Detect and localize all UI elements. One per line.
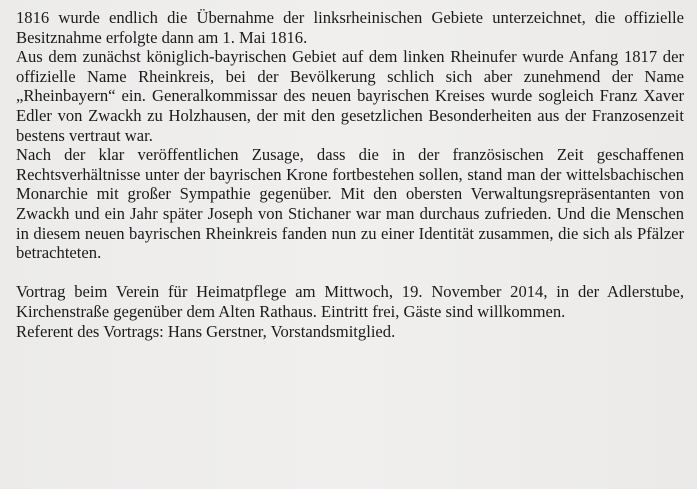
paragraph-spacer (16, 263, 684, 283)
article-text (16, 8, 684, 341)
speaker-credit: Referent des Vortrags: Hans Gerstner, Vorstandsmitglied. (16, 321, 396, 341)
paragraph-handover: 1816 wurde endlich die Übernahme der linksrheinischen Gebiete unterzeichnet, die offizielle Besitznahme erfolgte dann am 1. Mai 1816. (16, 8, 684, 47)
paragraph-identity: Nach der klar veröffentlichen Zusage, dass die in der französischen Zeit geschaffenen Rechtsverhältnisse unter der bayrischen Krone fortbestehen sollen, stand man der wittelsbachischen Monarchie mit großer Sympathie gegenüber. Mit den obersten Verwaltungsrepräsentanten von Zwackh und ein Jahr später Joseph von Stichaner war man durchaus zufrieden. Und die Menschen in diesem neuen bayrischen Rheinkreis fanden nun zu einer Identität zusammen, die sich als Pfälzer betrachteten. (16, 145, 684, 263)
lecture-announcement: Vortrag beim Verein für Heimatpflege am Mittwoch, 19. November 2014, in der Adlerstube, Kirchenstraße gegenüber dem Alten Rathaus. Eintritt frei, Gäste sind willkommen. (16, 282, 684, 321)
paragraph-rheinkreis: Aus dem zunächst königlich-bayrischen Gebiet auf dem linken Rheinufer wurde Anfang 1817 der offizielle Name Rheinkreis, bei der Bevölkerung schlich sich aber zunehmend der Name „Rheinbayern“ ein. Generalkommissar des neuen bayrischen Kreises wurde sogleich Franz Xaver Edler von Zwackh zu Holzhausen, der mit den gesetzlichen Besonderheiten aus der Franzosenzeit bestens vertraut war. (16, 47, 684, 145)
